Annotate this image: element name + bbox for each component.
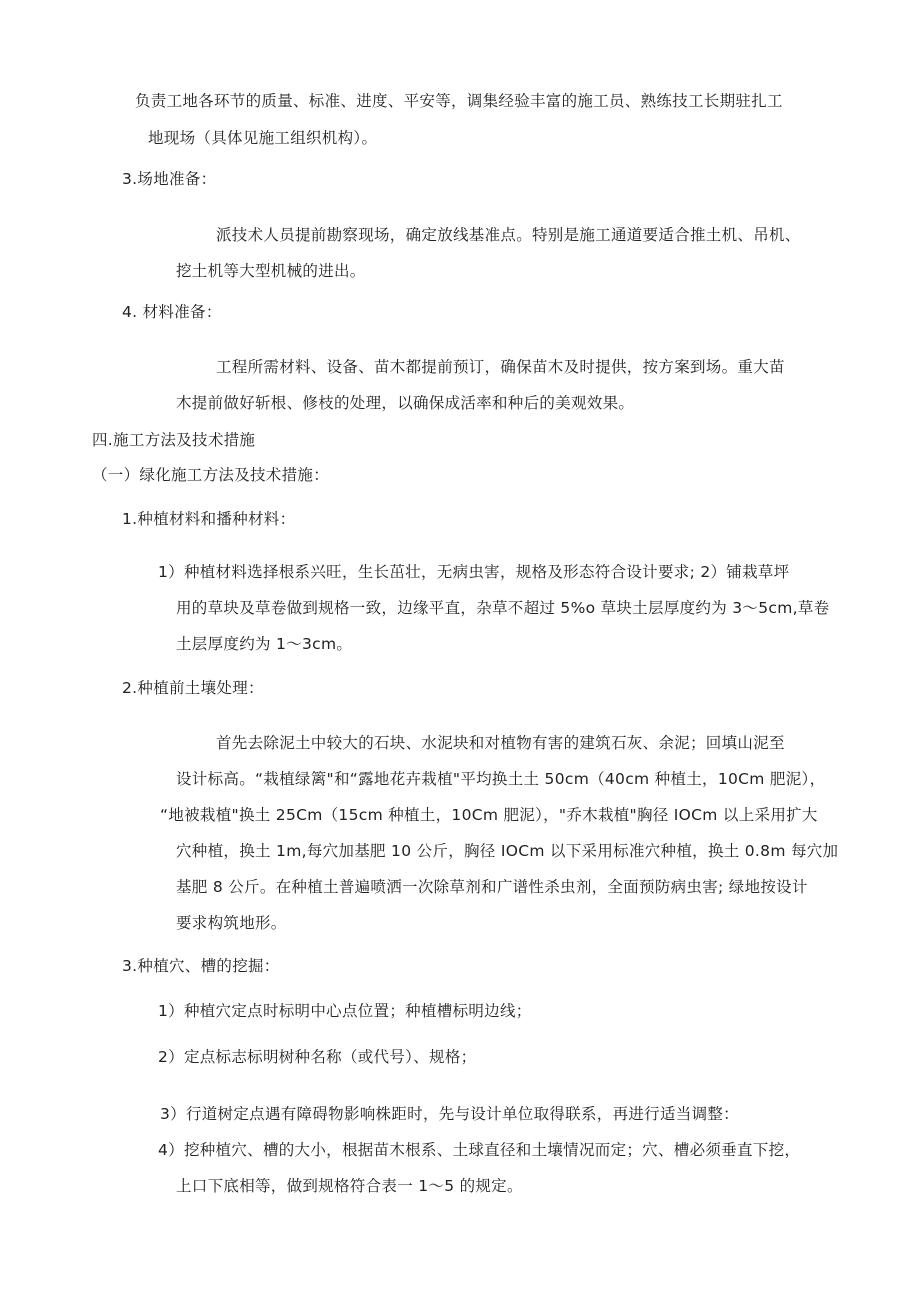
list-item-continuation: 上口下底相等，做到规格符合表一 1～5 的规定。 <box>176 1177 523 1195</box>
paragraph-line: 挖土机等大型机械的进出。 <box>176 262 366 280</box>
list-item: 3）行道树定点遇有障碍物影响株距时，先与设计单位取得联系，再进行适当调整： <box>160 1105 739 1123</box>
chapter-heading: 四.施工方法及技术措施 <box>92 431 256 449</box>
section-heading: 2.种植前土壤处理： <box>122 679 264 697</box>
paragraph-line: 木提前做好斩根、修枝的处理，以确保成活率和种后的美观效果。 <box>176 394 635 412</box>
paragraph-line: 负责工地各环节的质量、标准、进度、平安等，调集经验丰富的施工员、熟练技工长期驻扎工 <box>135 92 783 110</box>
paragraph-line: 1）种植材料选择根系兴旺，生长茁壮，无病虫害，规格及形态符合设计要求; 2）铺栽草坪 <box>158 563 790 581</box>
paragraph-line: 工程所需材料、设备、苗木都提前预订，确保苗木及时提供，按方案到场。重大苗 <box>216 358 785 376</box>
paragraph-line: 要求构筑地形。 <box>176 914 287 932</box>
paragraph-line: 穴种植，换土 1m,每穴加基肥 10 公斤，胸径 IOCm 以下采用标准穴种植，换土 0.8m 每穴加 <box>176 842 839 860</box>
section-heading: 3.种植穴、槽的挖掘： <box>122 957 280 975</box>
section-heading: 3.场地准备： <box>122 170 217 188</box>
paragraph-line: 基肥 8 公斤。在种植土普遍喷洒一次除草剂和广谱性杀虫剂，全面预防病虫害; 绿地按设计 <box>176 878 808 896</box>
list-item: 4）挖种植穴、槽的大小，根据苗木根系、土球直径和土壤情况而定；穴、槽必须垂直下挖， <box>158 1141 801 1159</box>
section-heading: 1.种植材料和播种材料： <box>122 510 296 528</box>
list-item: 1）种植穴定点时标明中心点位置；种植槽标明边线； <box>158 1002 532 1020</box>
paragraph-line: 土层厚度约为 1～3cm。 <box>176 635 353 653</box>
paragraph-line: “地被栽植"换土 25Cm（15cm 种植土，10Cm 肥泥），"乔木栽植"胸径 IOCm 以上采用扩大 <box>160 806 818 824</box>
list-item: 2）定点标志标明树种名称（或代号）、规格； <box>158 1048 477 1066</box>
paragraph-line: 设计标高。“栽植绿篱"和“露地花卉栽植"平均换土土 50cm（40cm 种植土，10Cm 肥泥）， <box>176 770 826 788</box>
paragraph-line: 地现场（具体见施工组织机构）。 <box>148 129 378 147</box>
paragraph-line: 首先去除泥土中较大的石块、水泥块和对植物有害的建筑石灰、余泥；回填山泥至 <box>216 734 785 752</box>
section-heading: 4. 材料准备： <box>122 303 222 321</box>
subchapter-heading: （一）绿化施工方法及技术措施： <box>92 466 330 484</box>
paragraph-line: 用的草块及草卷做到规格一致，边缘平直，杂草不超过 5%o 草块土层厚度约为 3～5cm,草卷 <box>176 599 830 617</box>
paragraph-line: 派技术人员提前勘察现场，确定放线基准点。特别是施工通道要适合推土机、吊机、 <box>216 226 801 244</box>
